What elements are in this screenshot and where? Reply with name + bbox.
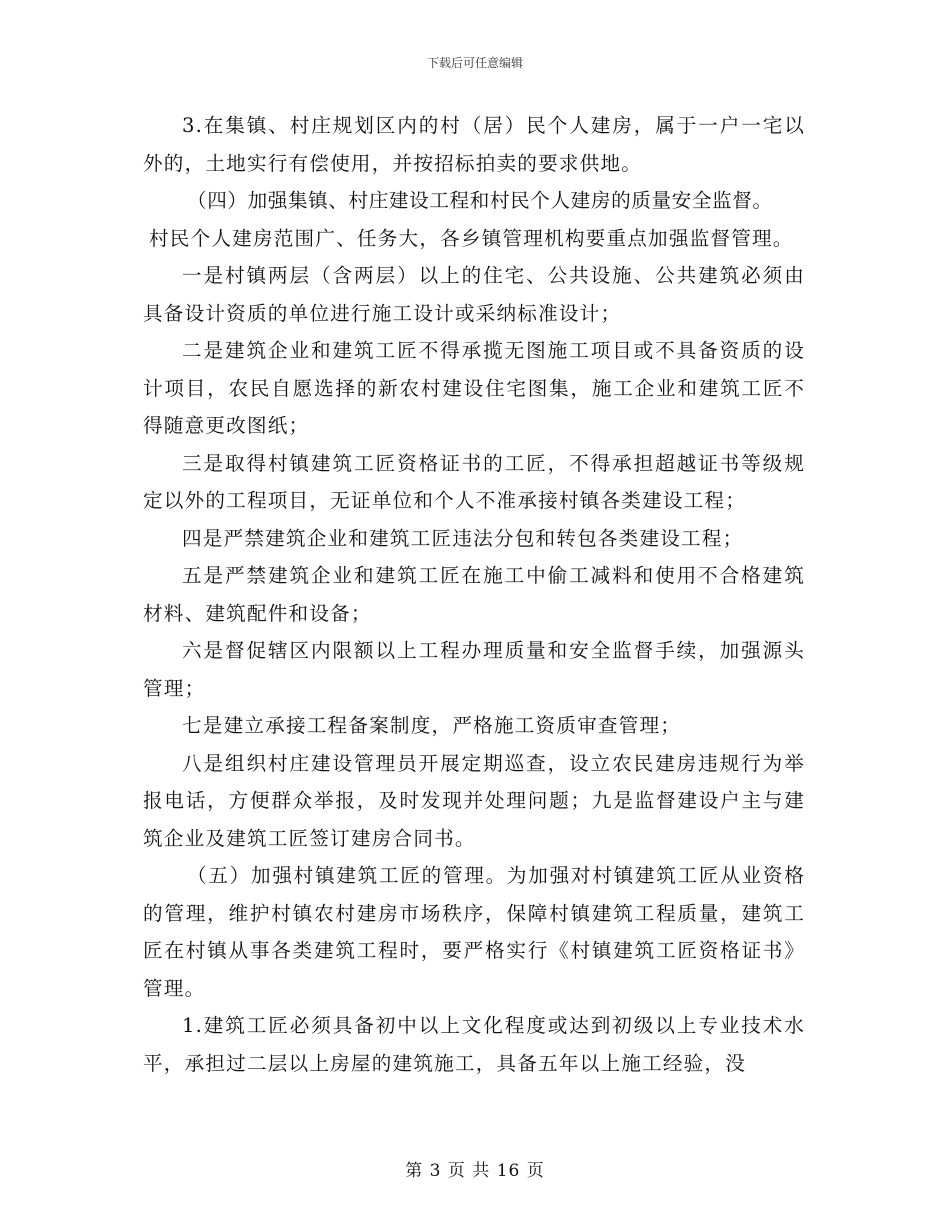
paragraph-2: （四）加强集镇、村庄建设工程和村民个人建房的质量安全监督。 <box>187 189 773 212</box>
paragraph-9: 六是督促辖区内限额以上工程办理质量和安全监督手续，加强源头管理； <box>143 639 805 700</box>
page-footer: 第 3 页 共 16 页 <box>405 1161 545 1181</box>
paragraph-11: 八是组织村庄建设管理员开展定期巡查，设立农民建房违规行为举报电话，方便群众举报，及时发现并处理问题；九是监督建设户主与建筑企业及建筑工匠签订建房合同书。 <box>143 751 805 850</box>
paragraph-4: 一是村镇两层（含两层）以上的住宅、公共设施、公共建筑必须由具备设计资质的单位进行施工设计或采纳标准设计； <box>143 264 805 325</box>
paragraph-12: （五）加强村镇建筑工匠的管理。为加强对村镇建筑工匠从业资格的管理，维护村镇农村建房市场秩序，保障村镇建筑工程质量，建筑工匠在村镇从事各类建筑工程时，要严格实行《村镇建筑工匠资格证书》管理。 <box>143 864 805 1000</box>
paragraph-8: 五是严禁建筑企业和建筑工匠在施工中偷工减料和使用不合格建筑材料、建筑配件和设备； <box>143 564 805 625</box>
paragraph-7: 四是严禁建筑企业和建筑工匠违法分包和转包各类建设工程； <box>182 526 744 550</box>
paragraph-10: 七是建立承接工程备案制度，严格施工资质审查管理； <box>182 714 682 737</box>
paragraph-5: 二是建筑企业和建筑工匠不得承揽无图施工项目或不具备资质的设计项目，农民自愿选择的新农村建设住宅图集，施工企业和建筑工匠不得随意更改图纸； <box>143 339 805 437</box>
paragraph-3: 村民个人建房范围广、任务大，各乡镇管理机构要重点加强监督管理。 <box>149 226 794 250</box>
paragraph-13: 1.建筑工匠必须具备初中以上文化程度或达到初级以上专业技术水平，承担过二层以上房屋的建筑施工，具备五年以上施工经验，没 <box>143 1014 805 1075</box>
document-body <box>143 107 805 1082</box>
page-header: 下载后可任意编辑 <box>426 56 523 70</box>
paragraph-6: 三是取得村镇建筑工匠资格证书的工匠，不得承担超越证书等级规定以外的工程项目，无证单位和个人不准承接村镇各类建设工程； <box>143 451 805 512</box>
paragraph-1: 3.在集镇、村庄规划区内的村（居）民个人建房，属于一户一宅以外的，土地实行有偿使用，并按招标拍卖的要求供地。 <box>143 114 805 175</box>
